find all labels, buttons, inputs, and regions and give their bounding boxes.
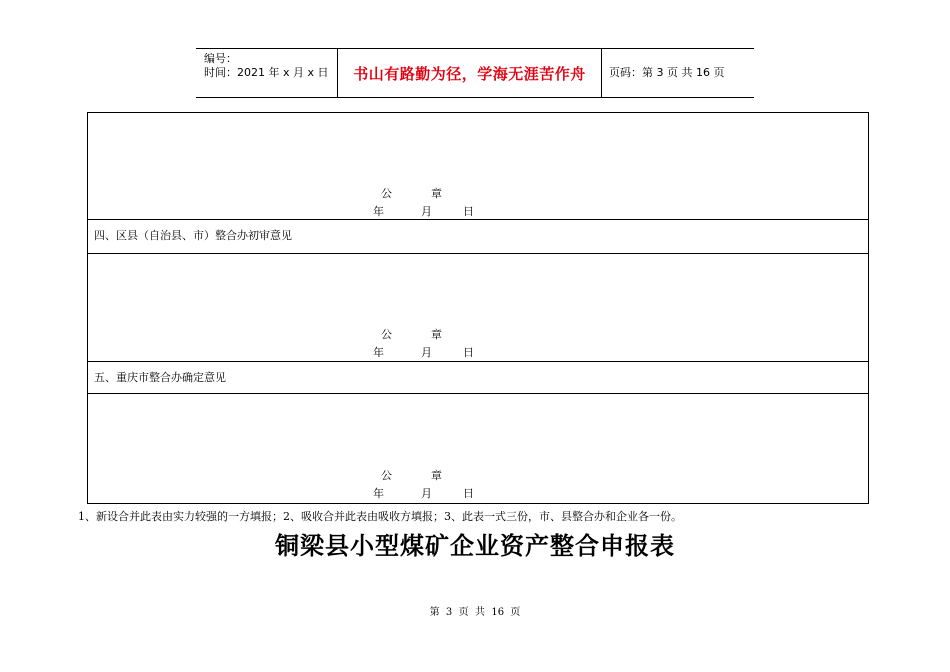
document-title: 铜梁县小型煤矿企业资产整合申报表 — [275, 531, 675, 560]
opinion-block-3 — [88, 113, 868, 219]
form-table — [87, 112, 869, 504]
year-label: 年 — [373, 205, 384, 218]
month-label: 月 — [421, 487, 432, 500]
page-label: 页码：第 3 页 共 16 页 — [609, 66, 725, 79]
header-motto-cell — [337, 49, 602, 97]
section-5-header — [88, 361, 868, 393]
year-label: 年 — [373, 487, 384, 500]
header-meta — [196, 49, 337, 97]
day-label: 日 — [463, 205, 474, 218]
seal-word-2: 章 — [431, 328, 442, 341]
form-notes: 1、新设合并此表由实力较强的一方填报；2、吸收合并此表由吸收方填报；3、此表一式三份，市、县整合办和企业各一份。 — [78, 510, 682, 523]
seal-word-2: 章 — [431, 187, 442, 200]
number-label: 编号： — [204, 52, 237, 65]
year-label: 年 — [373, 346, 384, 359]
opinion-block-4 — [88, 253, 868, 361]
page-header — [196, 48, 754, 98]
motto-text: 书山有路勤为径，学海无涯苦作舟 — [353, 64, 586, 83]
month-label: 月 — [421, 205, 432, 218]
seal-word-1: 公 — [381, 187, 392, 200]
day-label: 日 — [463, 487, 474, 500]
page-footer: 第 3 页 共 16 页 — [429, 607, 521, 618]
month-label: 月 — [421, 346, 432, 359]
section-4-title: 四、区县（自治县、市）整合办初审意见 — [94, 229, 292, 242]
seal-word-1: 公 — [381, 469, 392, 482]
opinion-block-5 — [88, 393, 868, 503]
date-label: 时间：2021 年 x 月 x 日 — [204, 66, 329, 79]
section-5-title: 五、重庆市整合办确定意见 — [94, 371, 226, 384]
header-page-cell — [601, 49, 754, 97]
seal-word-1: 公 — [381, 328, 392, 341]
section-4-header — [88, 219, 868, 253]
day-label: 日 — [463, 346, 474, 359]
seal-word-2: 章 — [431, 469, 442, 482]
